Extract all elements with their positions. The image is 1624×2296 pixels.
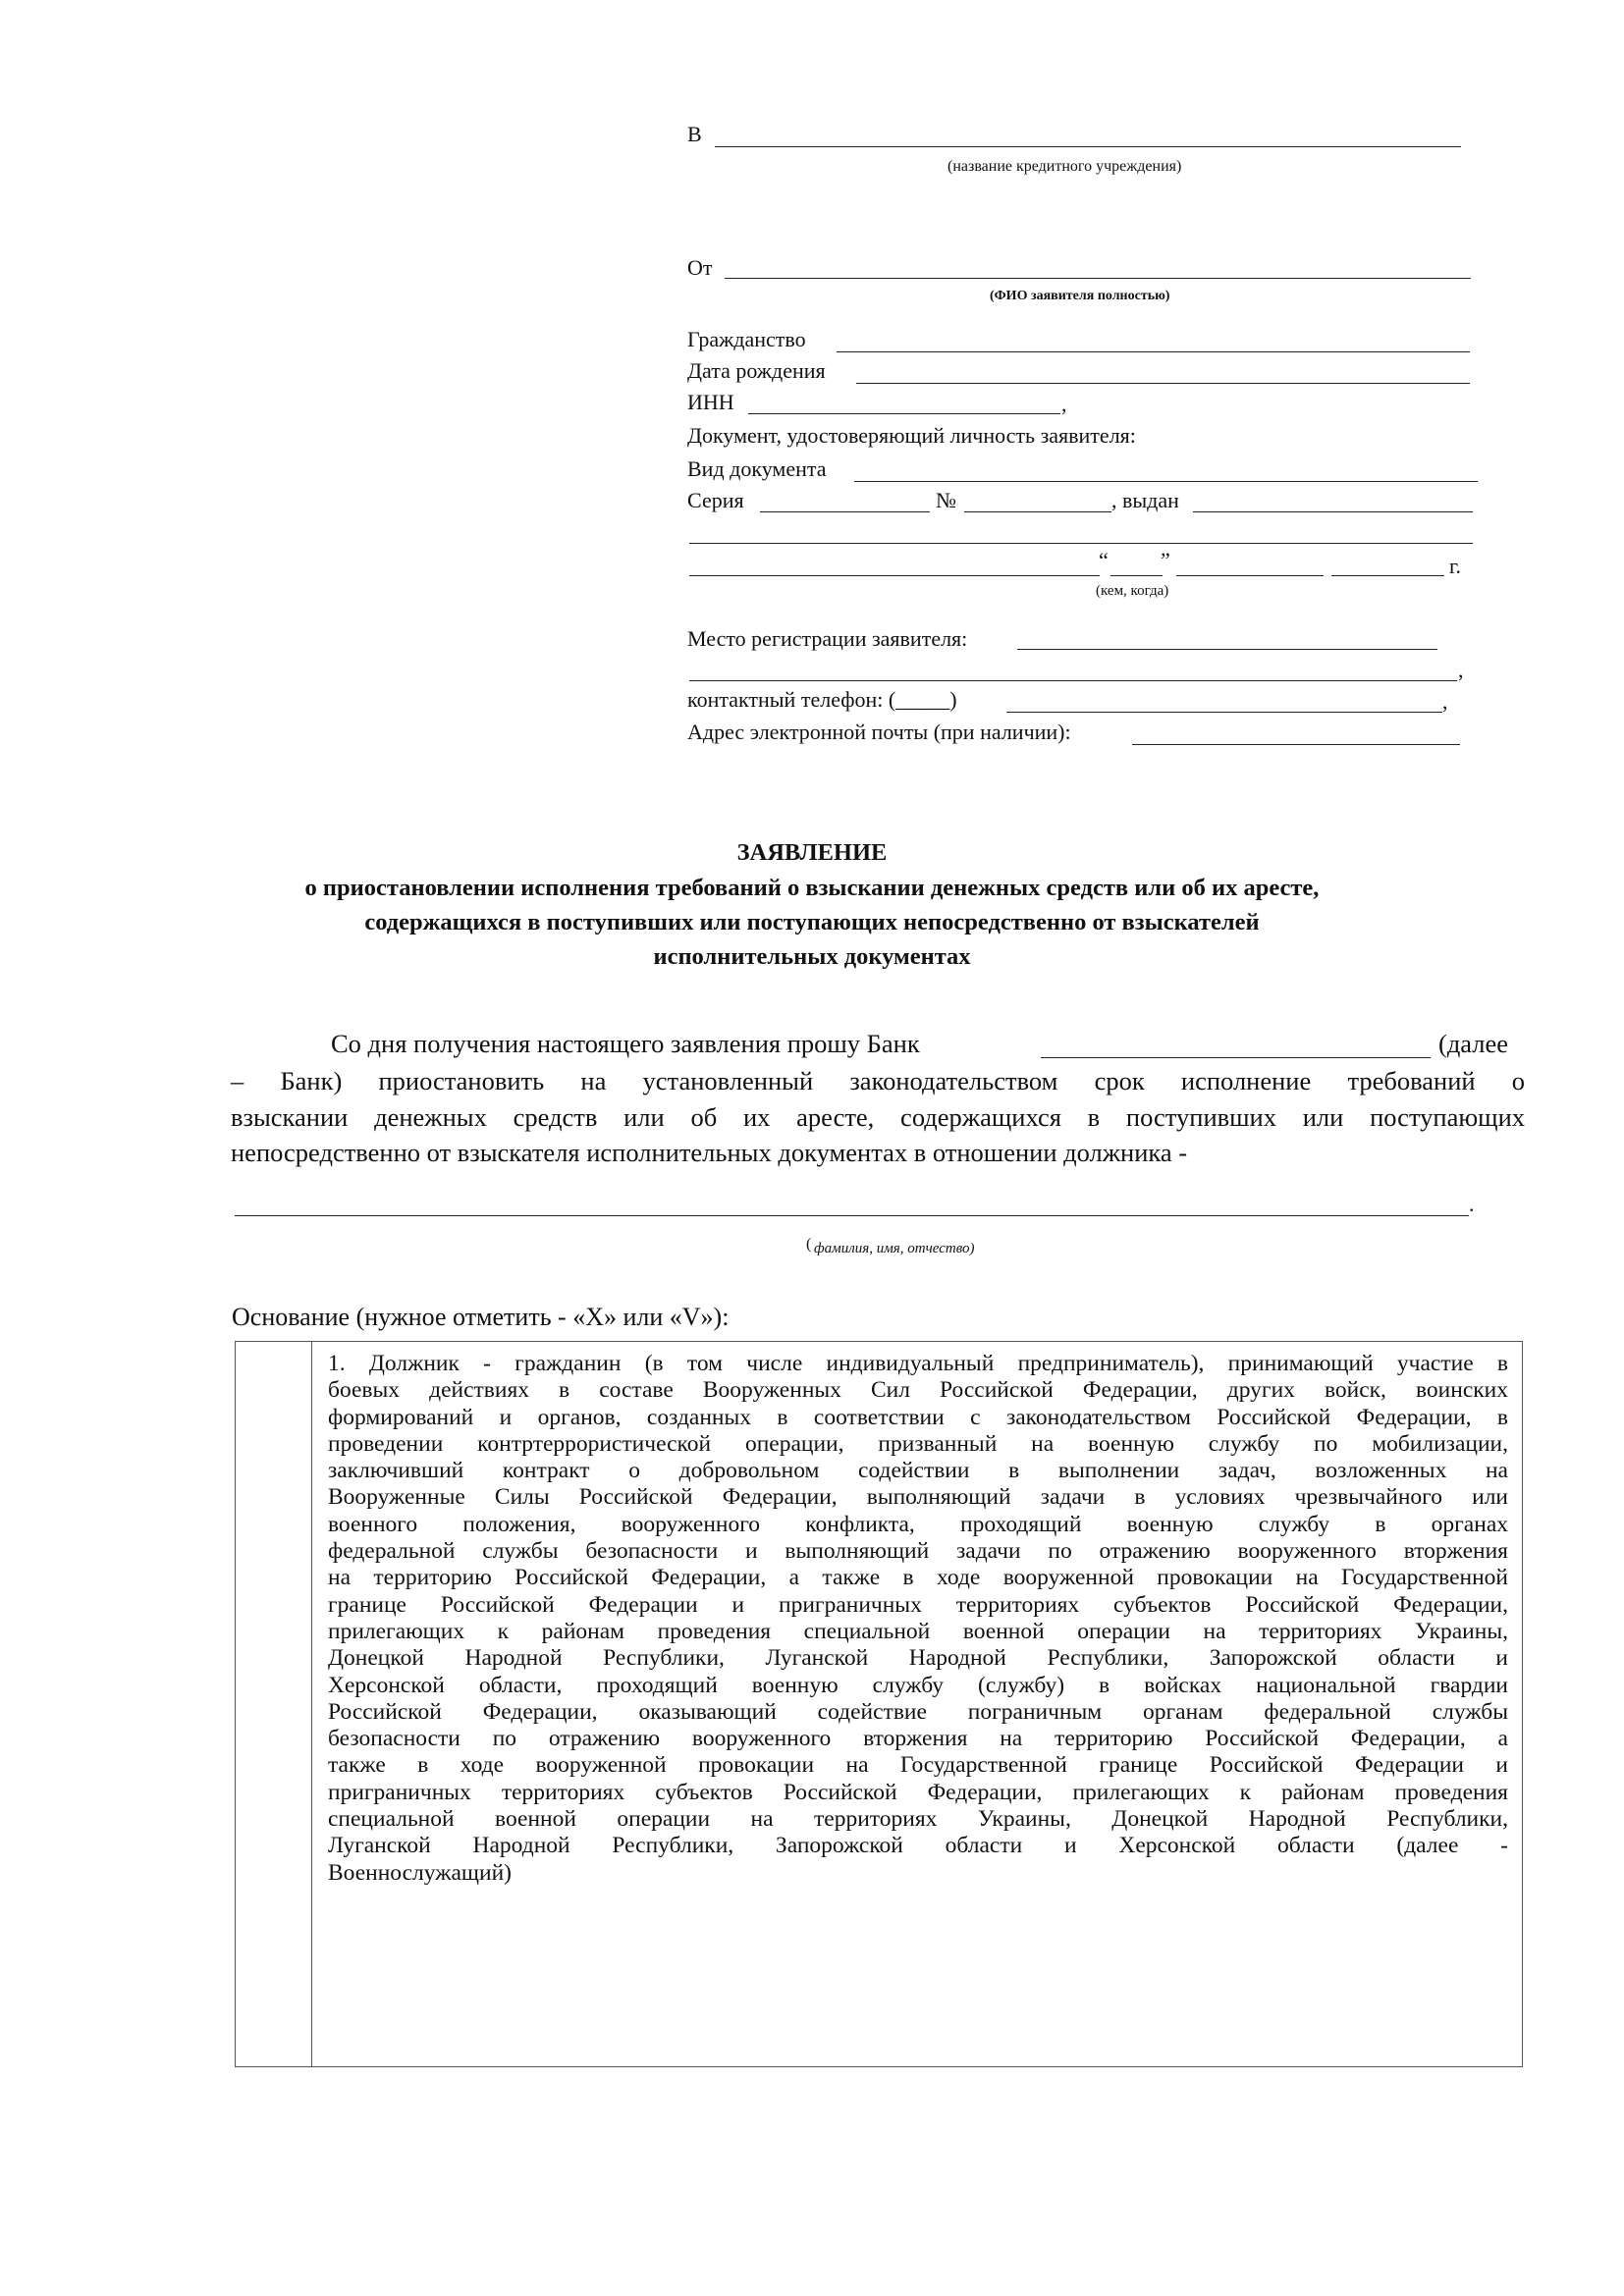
registration-field[interactable] [1017,649,1437,650]
basis-text-cell [312,1342,1523,2067]
inn-suffix: , [1061,392,1067,416]
issue-day-field[interactable] [1110,575,1163,576]
registration-label: Место регистрации заявителя: [687,626,968,651]
basis-item-line: также в ходе вооруженной провокации на Государственной границе Российской Федерации и [328,1752,1508,1779]
birthdate-field[interactable] [856,383,1470,384]
issue-month-field[interactable] [1176,575,1324,576]
phone-suffix: , [1442,689,1448,714]
basis-item-line: Луганской Народной Республики, Запорожской области и Херсонской области (далее - [328,1833,1508,1859]
from-prefix: От [687,255,713,280]
basis-item-line: боевых действиях в составе Вооруженных Сил Российской Федерации, других войск, воинских [328,1377,1508,1404]
document-title: ЗАЯВЛЕНИЕ [736,839,888,866]
basis-item-line: специальной военной операции на территориях Украины, Донецкой Народной Республики, [328,1806,1508,1833]
basis-item-line: военного положения, вооруженного конфликта, проходящий военную службу в органах [328,1511,1508,1537]
basis-item-line: Российской Федерации, оказывающий содействие пограничным органам федеральной службы [328,1698,1508,1725]
basis-item-line: Вооруженные Силы Российской Федерации, выполняющий задачи в условиях чрезвычайного или [328,1484,1508,1511]
document-subtitle-line1: о приостановлении исполнения требований о взыскании денежных средств или об их аресте, [304,875,1320,901]
doc-type-field[interactable] [854,481,1478,482]
basis-item-line: безопасности по отражению вооруженного вторжения на территорию Российской Федерации, а [328,1726,1508,1752]
year-suffix: г. [1449,554,1462,578]
basis-item-line: приграничных территориях субъектов Российской Федерации, прилегающих к районам проведения [328,1779,1508,1805]
applicant-name-field[interactable] [725,278,1471,279]
basis-checkbox-cell[interactable] [236,1342,312,2067]
basis-item-line: Военнослужащий) [328,1859,512,1886]
issue-year-field[interactable] [1331,575,1444,576]
basis-item-line: федеральной службы безопасности и выполняющий задачи по отражению вооруженного вторжения [328,1538,1508,1565]
applicant-name-caption: (ФИО заявителя полностью) [990,289,1170,303]
registration-field-line2[interactable] [689,680,1457,681]
request-text-hereinafter: (далее [1438,1029,1509,1058]
series-label: Серия [687,488,744,512]
request-line: – Банк) приостановить на установленный законодательством срок исполнение требований о [231,1066,1525,1095]
basis-item-text [312,1342,1522,1887]
bank-field[interactable] [1041,1057,1431,1058]
issued-by-field-line2[interactable] [689,543,1473,544]
basis-table [235,1341,1523,2067]
request-line: непосредственно от взыскателя исполнительных документах в отношении должника - [231,1138,1188,1167]
request-paragraph [231,1063,1525,1171]
registration-suffix: , [1458,658,1464,682]
request-line: взыскании денежных средств или об их аресте, содержащихся в поступивших или поступающих [231,1101,1525,1132]
inn-label: ИНН [687,390,734,414]
id-document-label: Документ, удостоверяющий личность заявителя: [687,423,1136,448]
email-field[interactable] [1132,744,1460,745]
quote-open: “ [1099,548,1109,572]
debtor-suffix: . [1469,1192,1475,1216]
bank-name-caption: (название кредитного учреждения) [947,158,1182,175]
basis-item-line: формирований и органов, созданных в соответствии с законодательством Российской Федерации, в [328,1404,1508,1430]
document-subtitle-line2: содержащихся в поступивших или поступающих непосредственно от взыскателей [364,909,1260,935]
issued-caption: (кем, когда) [1096,583,1169,599]
phone-label: контактный телефон: (_____) [687,687,957,712]
basis-item-line: на территорию Российской Федерации, а также в ходе вооруженной провокации на Государственной [328,1565,1508,1591]
basis-item-line: проведении контртеррористической операции, призванный на военную службу по мобилизации, [328,1430,1508,1457]
debtor-caption: фамилия, имя, отчество) [814,1241,975,1256]
number-label: № [936,488,956,512]
quote-close: ” [1161,548,1170,572]
citizenship-field[interactable] [837,351,1470,352]
basis-item-line: границе Российской Федерации и приграничных территориях субъектов Российской Федерации, [328,1591,1508,1618]
issued-by-field[interactable] [1193,511,1473,512]
basis-item-line: Донецкой Народной Республики, Луганской Народной Республики, Запорожской области и [328,1645,1508,1672]
to-prefix: В [687,122,702,146]
issued-by-field-line3[interactable] [689,575,1100,576]
doc-type-label: Вид документа [687,456,827,481]
basis-item-line: заключивший контракт о добровольном содействии в выполнении задач, возложенных на [328,1458,1508,1484]
document-subtitle-line3: исполнительных документах [653,943,971,970]
issued-label: , выдан [1111,488,1179,512]
bank-name-field[interactable] [715,146,1461,147]
request-text-start: Со дня получения настоящего заявления прошу Банк [331,1029,920,1058]
citizenship-label: Гражданство [687,327,806,351]
series-field[interactable] [760,511,930,512]
number-field[interactable] [964,511,1111,512]
basis-label: Основание (нужное отметить - «Х» или «V»): [232,1303,730,1331]
debtor-name-field[interactable] [235,1215,1469,1216]
basis-item-line: 1. Должник - гражданин (в том числе индивидуальный предприниматель), принимающий участие в [328,1351,1508,1376]
email-label: Адрес электронной почты (при наличии): [687,720,1071,744]
basis-option-row [236,1342,1523,2067]
debtor-caption-paren: ( [806,1236,812,1253]
basis-item-line: Херсонской области, проходящий военную службу (службу) в войсках национальной гвардии [328,1672,1508,1698]
inn-field[interactable] [748,413,1060,414]
basis-item-line: прилегающих к районам проведения специальной военной операции на территориях Украины, [328,1618,1508,1644]
phone-field[interactable] [1006,712,1442,713]
birthdate-label: Дата рождения [687,358,826,383]
